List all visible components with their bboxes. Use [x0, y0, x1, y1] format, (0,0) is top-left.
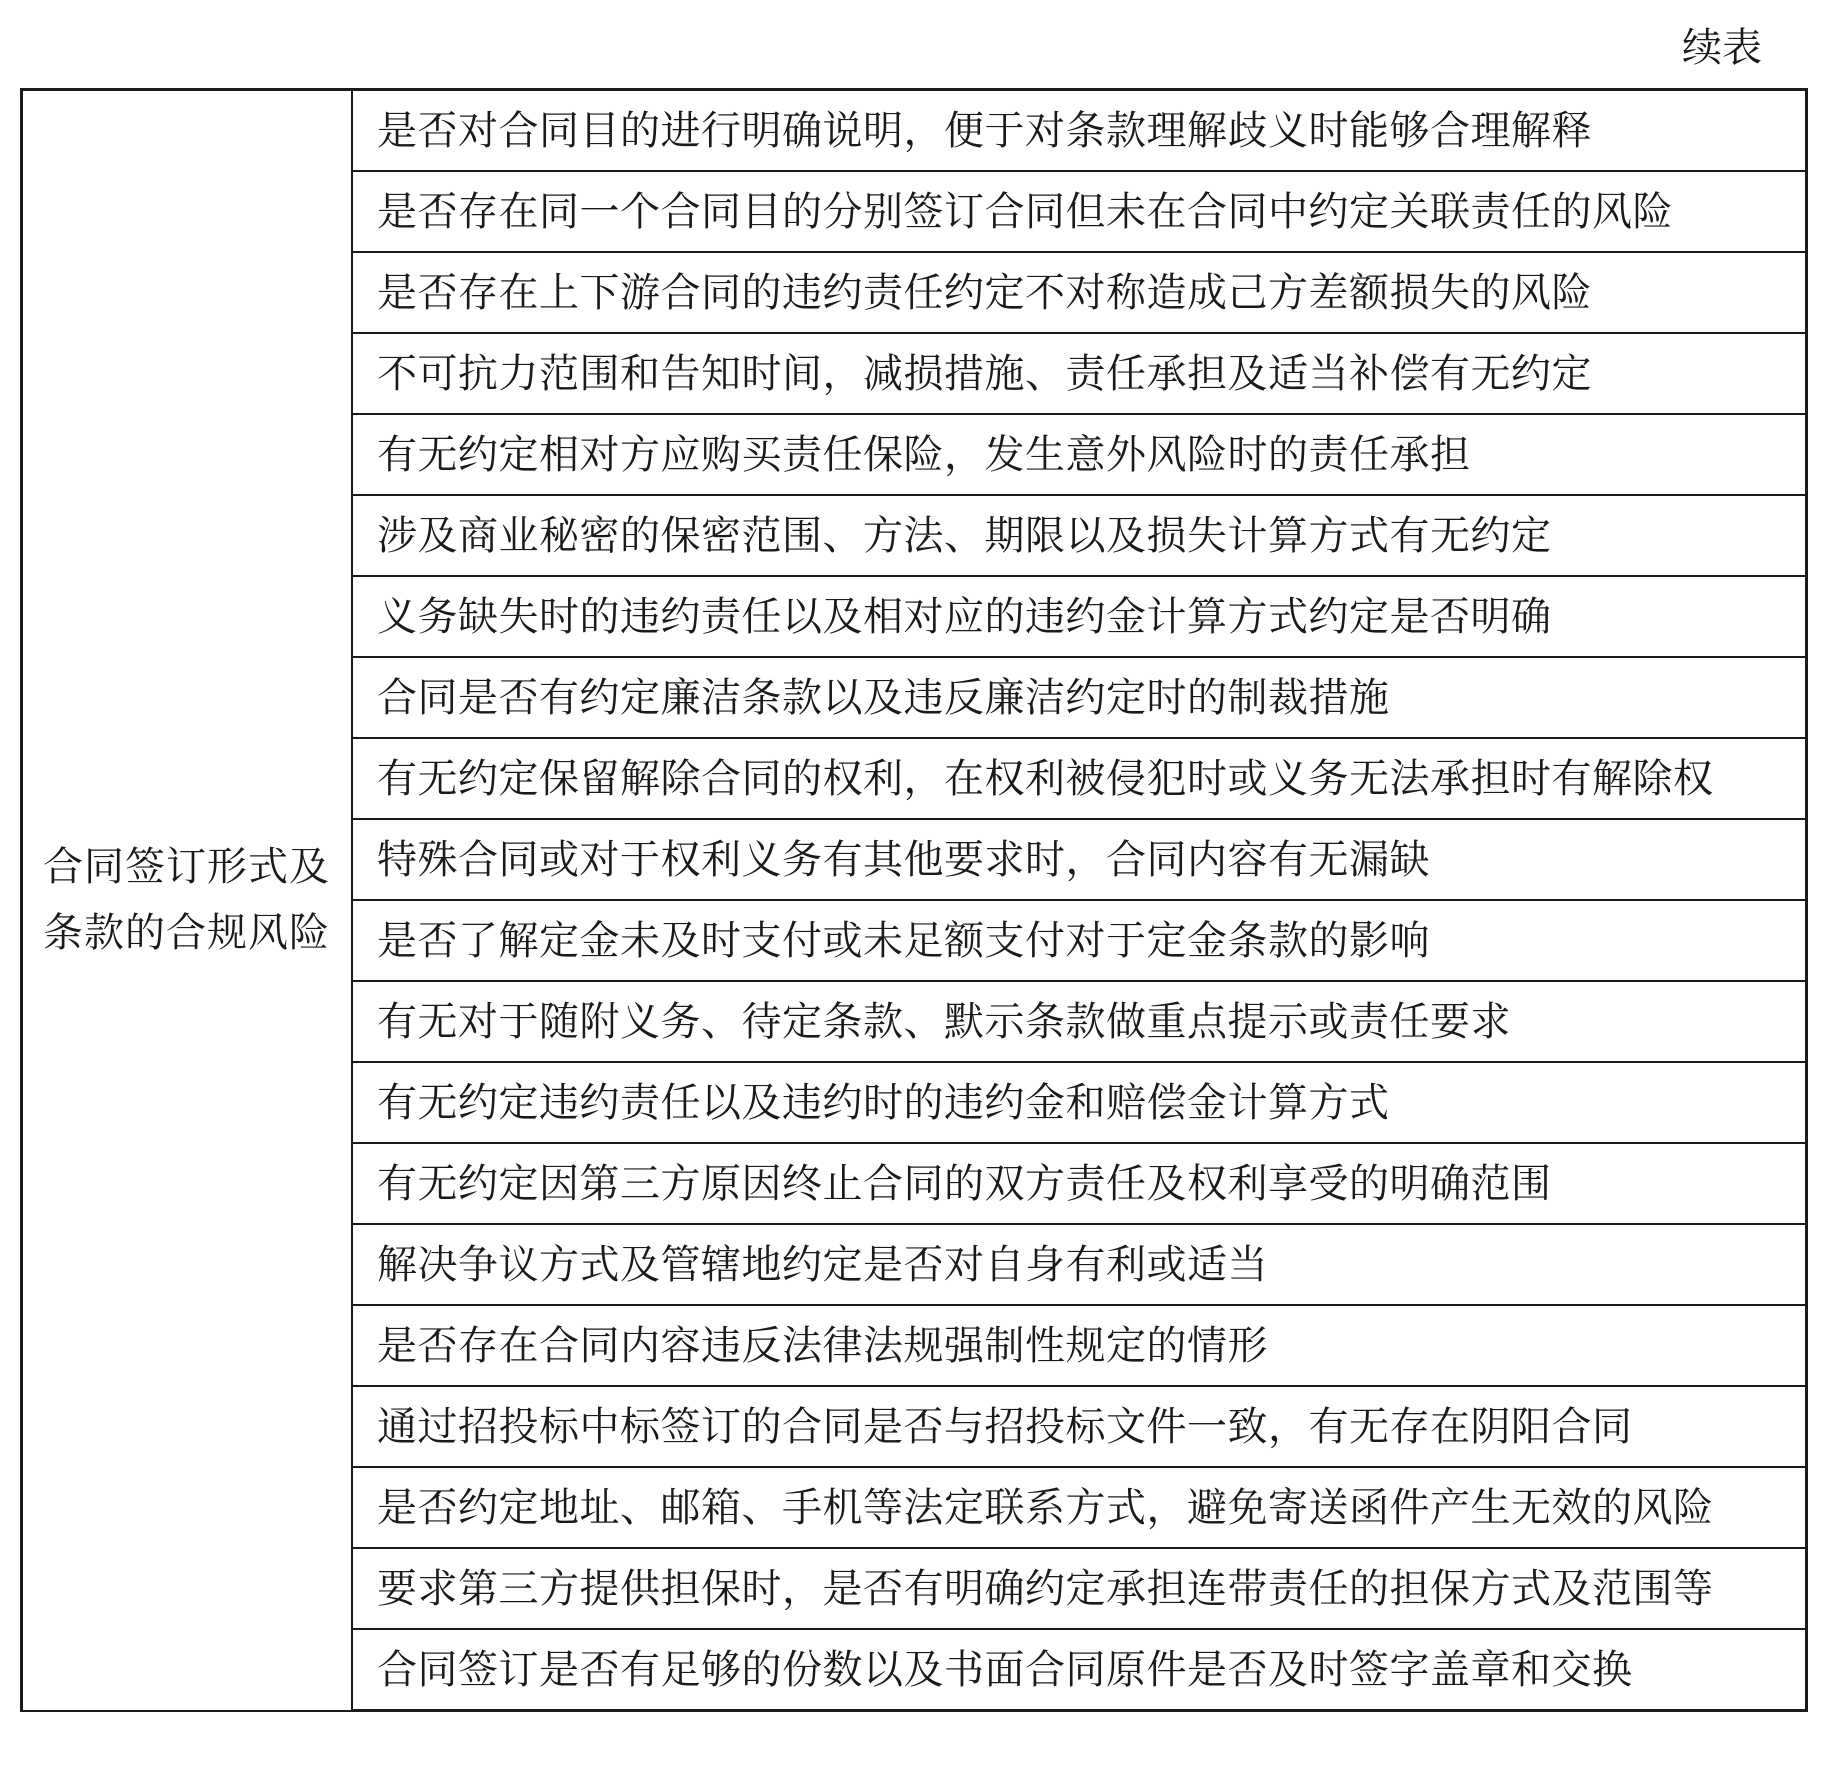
checklist-item-cell: 有无约定相对方应购买责任保险，发生意外风险时的责任承担 — [352, 414, 1807, 495]
checklist-item-cell: 是否存在上下游合同的违约责任约定不对称造成己方差额损失的风险 — [352, 252, 1807, 333]
continued-table-label: 续表 — [1682, 25, 1762, 71]
checklist-item-cell: 有无约定违约责任以及违约时的违约金和赔偿金计算方式 — [352, 1062, 1807, 1143]
checklist-item-cell: 涉及商业秘密的保密范围、方法、期限以及损失计算方式有无约定 — [352, 495, 1807, 576]
checklist-item-cell: 义务缺失时的违约责任以及相对应的违约金计算方式约定是否明确 — [352, 576, 1807, 657]
checklist-item-cell: 是否了解定金未及时支付或未足额支付对于定金条款的影响 — [352, 900, 1807, 981]
checklist-item-cell: 是否存在同一个合同目的分别签订合同但未在合同中约定关联责任的风险 — [352, 171, 1807, 252]
checklist-item-cell: 通过招投标中标签订的合同是否与招投标文件一致，有无存在阴阳合同 — [352, 1386, 1807, 1467]
checklist-item-cell: 是否存在合同内容违反法律法规强制性规定的情形 — [352, 1305, 1807, 1386]
compliance-checklist-table — [20, 88, 1808, 1712]
checklist-item-cell: 不可抗力范围和告知时间，减损措施、责任承担及适当补偿有无约定 — [352, 333, 1807, 414]
checklist-item-cell: 合同是否有约定廉洁条款以及违反廉洁约定时的制裁措施 — [352, 657, 1807, 738]
checklist-item-cell: 要求第三方提供担保时，是否有明确约定承担连带责任的担保方式及范围等 — [352, 1548, 1807, 1629]
checklist-item-cell: 解决争议方式及管辖地约定是否对自身有利或适当 — [352, 1224, 1807, 1305]
checklist-item-cell: 是否约定地址、邮箱、手机等法定联系方式，避免寄送函件产生无效的风险 — [352, 1467, 1807, 1548]
checklist-item-cell: 有无对于随附义务、待定条款、默示条款做重点提示或责任要求 — [352, 981, 1807, 1062]
checklist-item-cell: 是否对合同目的进行明确说明，便于对条款理解歧义时能够合理解释 — [352, 90, 1807, 172]
checklist-item-cell: 有无约定保留解除合同的权利，在权利被侵犯时或义务无法承担时有解除权 — [352, 738, 1807, 819]
checklist-item-cell: 合同签订是否有足够的份数以及书面合同原件是否及时签字盖章和交换 — [352, 1629, 1807, 1711]
table-body — [22, 90, 1807, 1711]
risk-category-cell: 合同签订形式及条款的合规风险 — [22, 90, 353, 1711]
checklist-item-cell: 特殊合同或对于权利义务有其他要求时，合同内容有无漏缺 — [352, 819, 1807, 900]
checklist-item-cell: 有无约定因第三方原因终止合同的双方责任及权利享受的明确范围 — [352, 1143, 1807, 1224]
table-row — [22, 90, 1807, 172]
